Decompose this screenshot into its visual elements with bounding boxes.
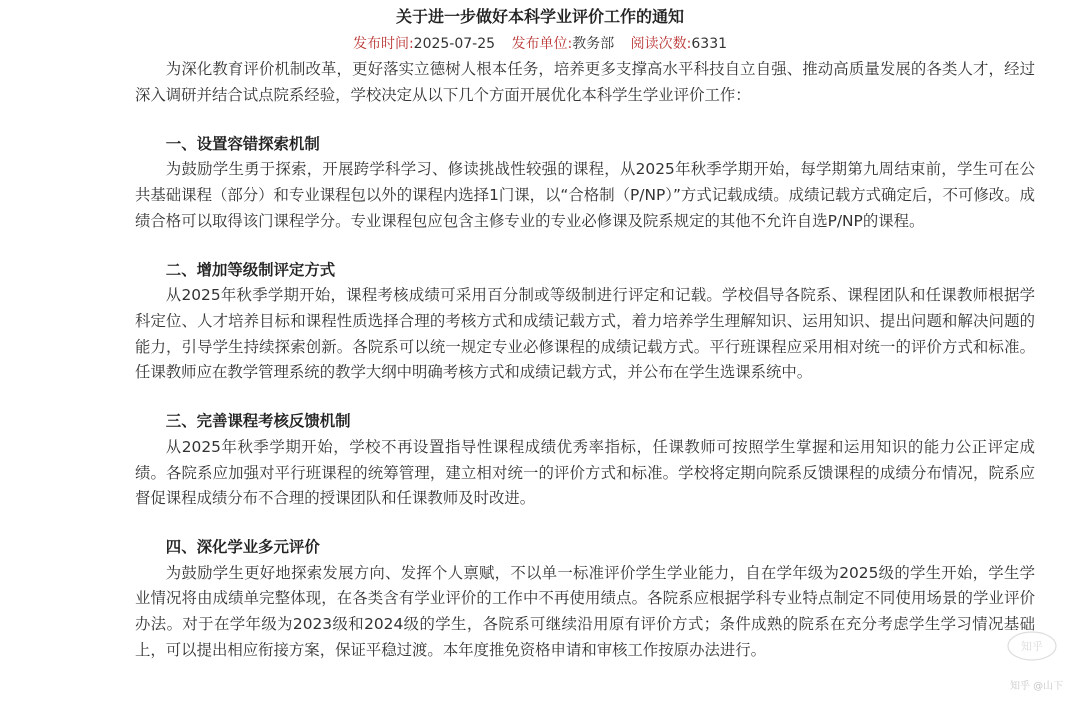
publish-time-value: 2025-07-25 — [413, 36, 496, 52]
section-heading: 一、设置容错探索机制 — [165, 134, 320, 153]
article-title: 关于进一步做好本科学业评价工作的通知 — [395, 7, 684, 26]
section-paragraph: 为鼓励学生勇于探索，开展跨学科学习、修读挑战性较强的课程，从2025年秋季学期开始，每学期第九周结束前，学生可在公共基础课程（部分）和专业课程包以外的课程内选择1门课，以“合格制（P/NP）”方式记载成绩。成绩记载方式确定后，不可修改。成绩合格可以取得该门课程学分。专业课程包应包含主修专业的专业必修课及院系规定的其他不允许自选P/NP的课程。 — [135, 160, 1035, 230]
section-paragraph: 从2025年秋季学期开始，课程考核成绩可采用百分制或等级制进行评定和记载。学校倡导各院系、课程团队和任课教师根据学科定位、人才培养目标和课程性质选择合理的考核方式和成绩记载方式，着力培养学生理解知识、运用知识、提出问题和解决问题的能力，引导学生持续探索创新。各院系可以统一规定专业必修课程的成绩记载方式。平行班课程应采用相对统一的评价方式和标准。任课教师应在教学管理系统的教学大纲中明确考核方式和成绩记载方式，并公布在学生选课系统中。 — [135, 286, 1035, 382]
zhihu-watermark-icon — [1002, 626, 1064, 692]
intro-paragraph: 为深化教育评价机制改革，更好落实立德树人根本任务，培养更多支撑高水平科技自立自强、推动高质量发展的各类人才，经过深入调研并结合试点院系经验，学校决定从以下几个方面开展优化本科学生学业评价工作： — [135, 60, 1035, 104]
article-body — [135, 57, 1035, 663]
article-meta — [0, 34, 1080, 54]
view-count — [631, 36, 727, 52]
publisher-label: 发布单位: — [511, 36, 573, 52]
publish-time — [353, 36, 495, 52]
view-count-value: 6331 — [691, 36, 728, 52]
section-heading: 二、增加等级制评定方式 — [165, 260, 336, 279]
section-paragraph: 为鼓励学生更好地探索发展方向、发挥个人禀赋，不以单一标准评价学生学业能力，自在学年级为2025级的学生开始，学生学业情况将由成绩单完整体现，在各类含有学业评价的工作中不再使用绩点。各院系应根据学科专业特点制定不同使用场景的学业评价办法。对于在学年级为2023级和2024级的学生，各院系可继续沿用原有评价方式；条件成熟的院系在充分考虑学生学习情况基础上，可以提出相应衔接方案，保证平稳过渡。本年度推免资格申请和审核工作按原办法进行。 — [135, 563, 1035, 659]
section-paragraph: 从2025年秋季学期开始，学校不再设置指导性课程成绩优秀率指标，任课教师可按照学生掌握和运用知识的能力公正评定成绩。各院系应加强对平行班课程的统筹管理，建立相对统一的评价方式和标准。学校将定期向院系反馈课程的成绩分布情况，院系应督促课程成绩分布不合理的授课团队和任课教师及时改进。 — [135, 437, 1035, 508]
publish-time-label: 发布时间: — [352, 36, 414, 52]
section-heading: 三、完善课程考核反馈机制 — [165, 412, 351, 431]
section-heading: 四、深化学业多元评价 — [165, 538, 320, 557]
watermark-logo-icon — [1002, 626, 1062, 666]
publisher-value: 教务部 — [572, 36, 615, 52]
view-count-label: 阅读次数: — [630, 36, 692, 52]
watermark-text: 知乎 @山下 — [1010, 681, 1064, 692]
publisher — [512, 36, 615, 52]
svg-text:知乎: 知乎 — [1021, 640, 1043, 653]
